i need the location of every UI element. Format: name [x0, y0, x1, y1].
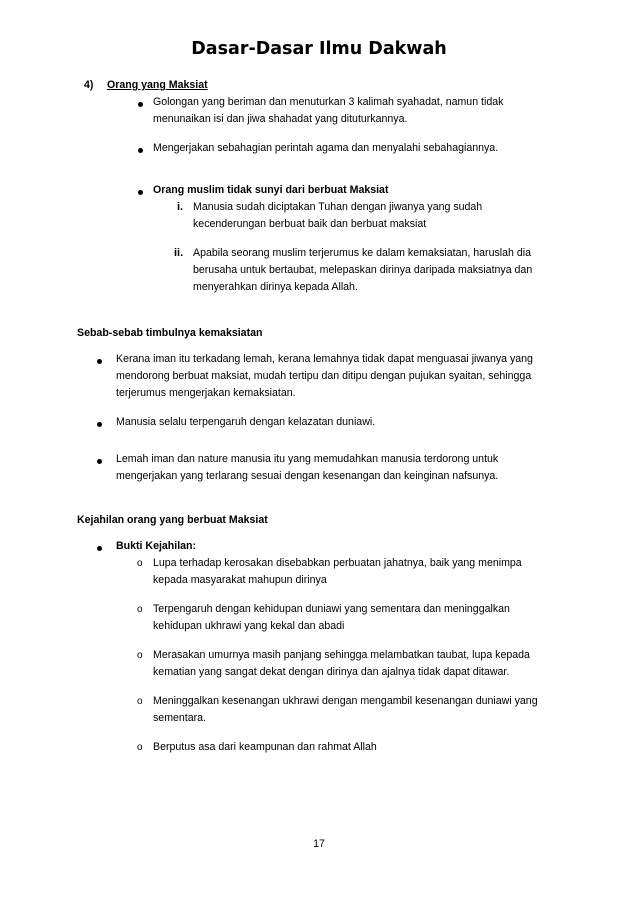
list-item-line: mengerjakan yang terlarang sesuai dengan kesenangan dan keinginan nafsunya. — [116, 470, 499, 482]
sub-item-line: kecenderungan berbuat baik dan berbuat maksiat — [193, 218, 427, 230]
bullet-dot-icon — [138, 102, 143, 107]
bullet-dot-icon — [138, 190, 143, 195]
sub-item-line: kematian yang sangat dekat dengan dirinya dan ajalnya tidak dapat ditawar. — [153, 666, 510, 678]
sub-item-line: kepada masyarakat mahupun dirinya — [153, 574, 327, 586]
list-item: Orang muslim tidak sunyi dari berbuat Maksiat — [153, 184, 389, 196]
bullet-dot-icon — [97, 359, 102, 364]
sub-item-line: Manusia sudah diciptakan Tuhan dengan jiwanya yang sudah — [193, 201, 483, 213]
sub-item-line: Apabila seorang muslim terjerumus ke dalam kemaksiatan, haruslah dia — [193, 247, 531, 259]
sub-item-line: sementara. — [153, 712, 206, 724]
page-title: Dasar-Dasar Ilmu Dakwah — [191, 39, 447, 59]
list-item: Bukti Kejahilan: — [116, 540, 197, 552]
circle-bullet-icon: o — [137, 650, 143, 661]
bullet-dot-icon — [97, 546, 102, 551]
bullet-dot-icon — [97, 459, 102, 464]
circle-bullet-icon: o — [137, 696, 143, 707]
bullet-dot-icon — [138, 148, 143, 153]
sub-item-line: kehidupan ukhrawi yang kekal dan abadi — [153, 620, 345, 632]
list-item-line: Kerana iman itu terkadang lemah, kerana lemahnya tidak dapat menguasai jiwanya yang — [116, 353, 533, 365]
sub-item-line: Merasakan umurnya masih panjang sehingga melambatkan taubat, lupa kepada — [153, 649, 530, 661]
section-number: 4) — [84, 79, 94, 91]
circle-bullet-icon: o — [137, 604, 143, 615]
sub-item-line: berusaha untuk bertaubat, melepaskan dirinya daripada maksiatnya dan — [193, 264, 533, 276]
list-item: Mengerjakan sebahagian perintah agama dan menyalahi sebahagiannya. — [153, 142, 499, 154]
bullet-dot-icon — [97, 422, 102, 427]
circle-bullet-icon: o — [137, 558, 143, 569]
list-item-line: menunaikan isi dan jiwa shahadat yang dituturkannya. — [153, 113, 408, 125]
section-heading: Orang yang Maksiat — [107, 79, 208, 91]
list-item: Manusia selalu terpengaruh dengan kelazatan duniawi. — [116, 416, 376, 428]
roman-marker: i. — [177, 201, 184, 213]
page-number: 17 — [313, 838, 325, 850]
list-item-line: mendorong berbuat maksiat, mudah tertipu dan ditipu dengan pujukan syaitan, sehingga — [116, 370, 532, 382]
sub-item-line: menyerahkan dirinya kepada Allah. — [193, 281, 358, 293]
section-heading: Kejahilan orang yang berbuat Maksiat — [77, 514, 268, 526]
sub-item: Berputus asa dari keampunan dan rahmat Allah — [153, 741, 377, 753]
sub-item-line: Lupa terhadap kerosakan disebabkan perbuatan jahatnya, baik yang menimpa — [153, 557, 522, 569]
list-item-line: Golongan yang beriman dan menuturkan 3 kalimah syahadat, namun tidak — [153, 96, 504, 108]
section-heading: Sebab-sebab timbulnya kemaksiatan — [77, 327, 263, 339]
sub-item-line: Terpengaruh dengan kehidupan duniawi yang sementara dan meninggalkan — [153, 603, 510, 615]
list-item-line: terjerumus mengerjakan kemaksiatan. — [116, 387, 296, 399]
roman-marker: ii. — [174, 247, 184, 259]
circle-bullet-icon: o — [137, 742, 143, 753]
sub-item-line: Meninggalkan kesenangan ukhrawi dengan mengambil kesenangan duniawi yang — [153, 695, 538, 707]
list-item-line: Lemah iman dan nature manusia itu yang memudahkan manusia terdorong untuk — [116, 453, 499, 465]
